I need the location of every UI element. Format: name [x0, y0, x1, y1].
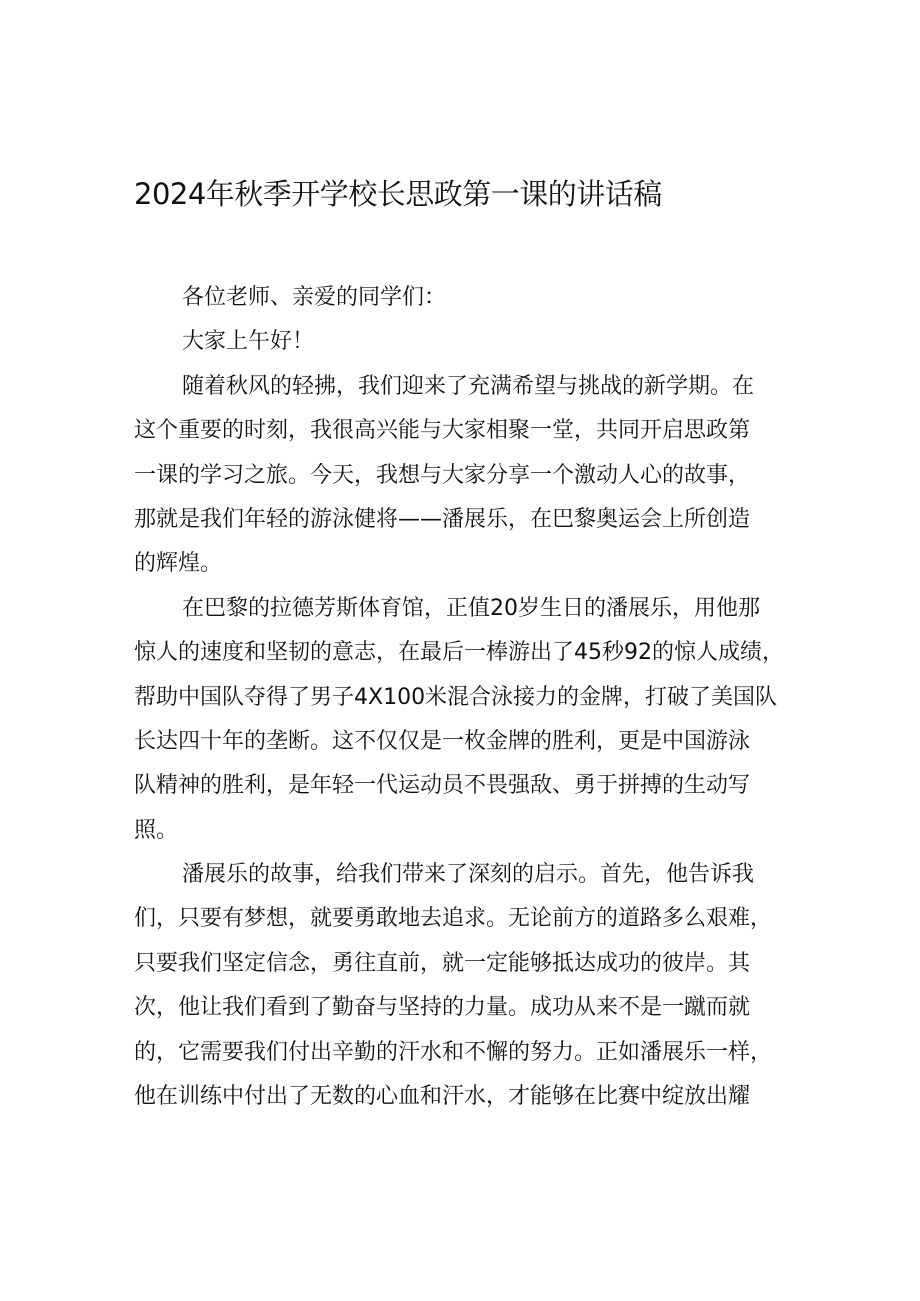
paragraph-2-line-4: 长达四十年的垄断。这不仅仅是一枚金牌的胜利，更是中国游泳: [134, 728, 751, 754]
paragraph-2-line-6: 照。: [134, 817, 179, 843]
paragraph-3-line-5: 的，它需要我们付出辛勤的汗水和不懈的努力。正如潘展乐一样，: [134, 1039, 773, 1065]
paragraph-3-line-3: 只要我们坚定信念，勇往直前，就一定能够抵达成功的彼岸。其: [134, 950, 751, 976]
paragraph-1-line-1: 随着秋风的轻拂，我们迎来了充满希望与挑战的新学期。在: [182, 373, 755, 399]
document-title: 2024年秋季开学校长思政第一课的讲话稿: [134, 177, 662, 211]
paragraph-2-line-1: 在巴黎的拉德芳斯体育馆，正值20岁生日的潘展乐，用他那: [182, 595, 760, 621]
paragraph-3-line-2: 们，只要有梦想，就要勇敢地去追求。无论前方的道路多么艰难，: [134, 906, 773, 932]
paragraph-1-line-2: 这个重要的时刻，我很高兴能与大家相聚一堂，共同开启思政第: [134, 418, 751, 444]
paragraph-2-line-2: 惊人的速度和坚韧的意志，在最后一棒游出了45秒92的惊人成绩，: [134, 640, 784, 666]
salutation-line: 各位老师、亲爱的同学们：: [182, 285, 447, 310]
greeting-line: 大家上午好！: [182, 329, 315, 355]
paragraph-1-line-4: 那就是我们年轻的游泳健将——潘展乐，在巴黎奥运会上所创造: [134, 506, 751, 532]
paragraph-2-line-3: 帮助中国队夺得了男子4X100米混合泳接力的金牌，打破了美国队: [134, 684, 778, 710]
paragraph-1-line-3: 一课的学习之旅。今天，我想与大家分享一个激动人心的故事，: [134, 462, 751, 488]
paragraph-1-line-5: 的辉煌。: [134, 551, 223, 577]
paragraph-3-line-4: 次，他让我们看到了勤奋与坚持的力量。成功从来不是一蹴而就: [134, 995, 751, 1021]
paragraph-3-line-6: 他在训练中付出了无数的心血和汗水，才能够在比赛中绽放出耀: [134, 1084, 751, 1110]
paragraph-2-line-5: 队精神的胜利，是年轻一代运动员不畏强敌、勇于拼搏的生动写: [134, 773, 751, 799]
paragraph-3-line-1: 潘展乐的故事，给我们带来了深刻的启示。首先，他告诉我: [182, 862, 755, 888]
document-body: [134, 276, 804, 1119]
